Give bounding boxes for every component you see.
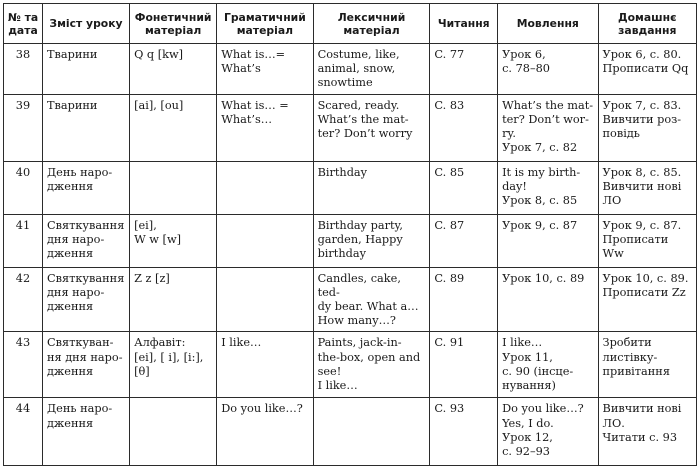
table-row [4,332,697,398]
cell-grammar [217,161,313,214]
cell-number: 38 [4,44,43,95]
cell-speaking: Do you like…? Yes, I do. Урок 12, с. 92–93 [498,398,598,466]
cell-phonetic: Q q [kw] [130,44,217,95]
cell-lexical: Candles, cake, ted- dy bear. What a… How many…? [313,267,430,332]
cell-number: 40 [4,161,43,214]
cell-lexical: Paints, jack-in- the-box, open and see! I like… [313,332,430,398]
cell-topic: Святкуван- ня дня наро- дження [42,332,129,398]
cell-grammar: Do you like…? [217,398,313,466]
cell-number: 42 [4,267,43,332]
header-speaking: Мовлення [498,4,598,44]
cell-speaking: Урок 10, с. 89 [498,267,598,332]
cell-topic: День наро- дження [42,398,129,466]
table-row [4,44,697,95]
cell-phonetic: Z z [z] [130,267,217,332]
cell-topic: Святкування дня наро- дження [42,214,129,267]
header-lesson-content: Зміст уроку [42,4,129,44]
cell-reading: C. 89 [430,267,498,332]
cell-speaking: Урок 6, с. 78–80 [498,44,598,95]
table-row [4,94,697,161]
header-homework: Домашнє завдання [598,4,696,44]
cell-reading: C. 77 [430,44,498,95]
cell-grammar: I like… [217,332,313,398]
cell-homework: Вивчити нові ЛО. Читати с. 93 [598,398,696,466]
header-number-date: № та дата [4,4,43,44]
cell-grammar [217,214,313,267]
cell-phonetic: [ei], W w [w] [130,214,217,267]
cell-lexical: Scared, ready. What’s the mat- ter? Don’t worry [313,94,430,161]
cell-homework: Урок 8, с. 85. Вивчити нові ЛО [598,161,696,214]
cell-topic: Тварини [42,44,129,95]
table-row [4,398,697,466]
cell-speaking: Урок 9, с. 87 [498,214,598,267]
cell-phonetic [130,398,217,466]
cell-speaking: I like… Урок 11, с. 90 (інсце- нування) [498,332,598,398]
cell-homework: Урок 6, с. 80. Прописати Qq [598,44,696,95]
cell-topic: Святкування дня наро- дження [42,267,129,332]
cell-topic: Тварини [42,94,129,161]
cell-lexical: Birthday [313,161,430,214]
cell-grammar: What is…= What’s [217,44,313,95]
cell-reading: C. 93 [430,398,498,466]
cell-grammar: What is… = What’s… [217,94,313,161]
header-lexical: Лексичний матеріал [313,4,430,44]
header-grammar: Граматичний матеріал [217,4,313,44]
lesson-plan-table [3,3,697,466]
cell-reading: C. 91 [430,332,498,398]
cell-number: 43 [4,332,43,398]
cell-homework: Зробити листівку- привітання [598,332,696,398]
cell-speaking: What’s the mat- ter? Don’t wor- ry. Урок 7, с. 82 [498,94,598,161]
cell-lexical [313,398,430,466]
header-phonetic: Фонетичний матеріал [130,4,217,44]
cell-grammar [217,267,313,332]
cell-homework: Урок 9, с. 87. Прописати Ww [598,214,696,267]
header-reading: Читання [430,4,498,44]
cell-reading: C. 83 [430,94,498,161]
table-row [4,267,697,332]
table-header-row [4,4,697,44]
cell-speaking: It is my birth- day! Урок 8, с. 85 [498,161,598,214]
cell-homework: Урок 7, с. 83. Вивчити роз- повідь [598,94,696,161]
cell-homework: Урок 10, с. 89. Прописати Zz [598,267,696,332]
cell-number: 39 [4,94,43,161]
cell-phonetic: [ai], [ou] [130,94,217,161]
table-row [4,161,697,214]
cell-phonetic: Алфавіт: [ei], [ i], [i:], [θ] [130,332,217,398]
cell-number: 44 [4,398,43,466]
cell-topic: День наро- дження [42,161,129,214]
cell-reading: C. 85 [430,161,498,214]
cell-number: 41 [4,214,43,267]
table-row [4,214,697,267]
cell-phonetic [130,161,217,214]
cell-lexical: Costume, like, animal, snow, snowtime [313,44,430,95]
cell-reading: C. 87 [430,214,498,267]
cell-lexical: Birthday party, garden, Happy birthday [313,214,430,267]
